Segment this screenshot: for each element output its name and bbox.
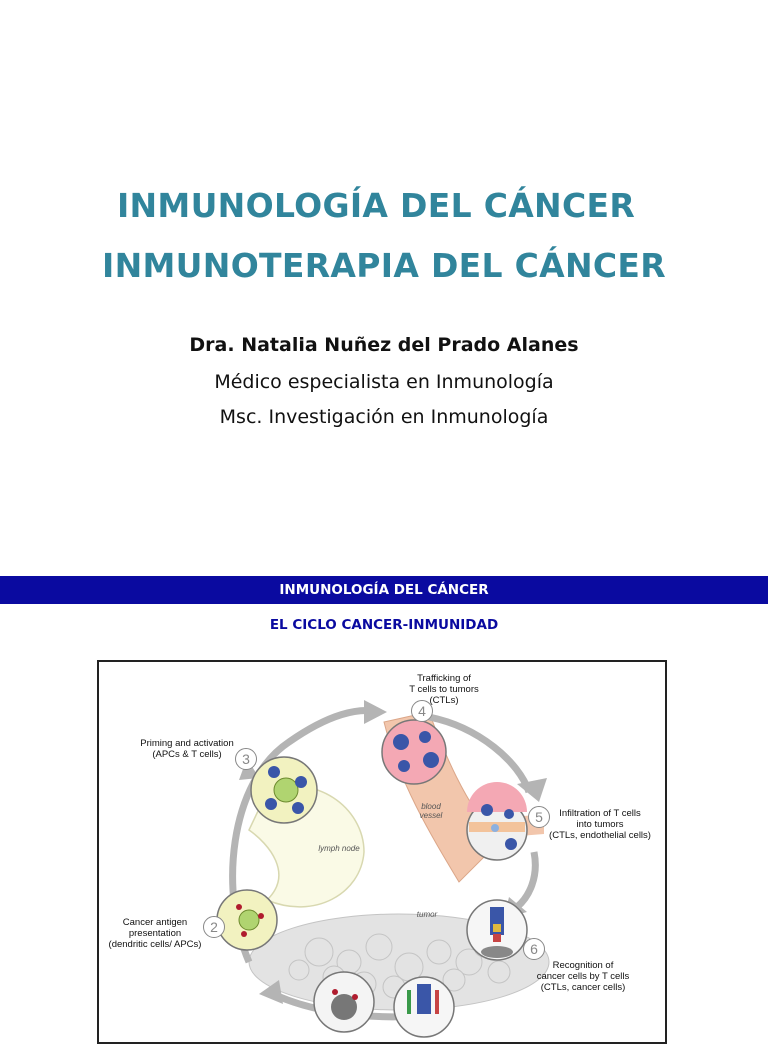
step1-cell — [314, 972, 374, 1032]
header-bar: INMUNOLOGÍA DEL CÁNCER — [0, 576, 768, 604]
slide-title-line-2: INMUNOTERAPIA DEL CÁNCER — [102, 246, 666, 285]
step4-cell — [382, 720, 446, 784]
author-name: Dra. Natalia Nuñez del Prado Alanes — [189, 334, 579, 356]
step-3-label: Priming and activation (APCs & T cells) — [140, 738, 234, 760]
step-3-number: 3 — [235, 748, 257, 770]
author-role-2: Msc. Investigación en Inmunología — [219, 406, 549, 428]
content-slide — [0, 560, 768, 1024]
step-4-label: Trafficking of T cells to tumors (CTLs) — [409, 673, 479, 706]
slide-title-line-1: INMUNOLOGÍA DEL CÁNCER — [116, 186, 636, 225]
step2-cell — [217, 890, 277, 950]
step-2-label: Cancer antigen presentation (dendritic cells/ APCs) — [108, 917, 202, 950]
step-5-number: 5 — [528, 806, 550, 828]
author-role-1: Médico especialista en Inmunología — [214, 371, 554, 393]
lymph-node-tag: lymph node — [318, 844, 360, 853]
step-4-number: 4 — [411, 700, 433, 722]
step6-cell — [467, 900, 527, 960]
cancer-immunity-cycle-figure — [97, 660, 667, 1044]
step-6-number: 6 — [523, 938, 545, 960]
step-6-label: Recognition of cancer cells by T cells (CTLs, cancer cells) — [536, 960, 630, 993]
step5-cell — [467, 782, 527, 860]
step-5-label: Infiltration of T cells into tumors (CTLs, endothelial cells) — [549, 808, 651, 841]
slide-subtitle: EL CICLO CANCER-INMUNIDAD — [269, 617, 499, 633]
blood-vessel-tag: blood vessel — [419, 802, 443, 820]
step-2-number: 2 — [203, 916, 225, 938]
tumor-tag: tumor — [416, 910, 438, 919]
step7-cell — [394, 977, 454, 1037]
step3-cell — [251, 757, 317, 823]
